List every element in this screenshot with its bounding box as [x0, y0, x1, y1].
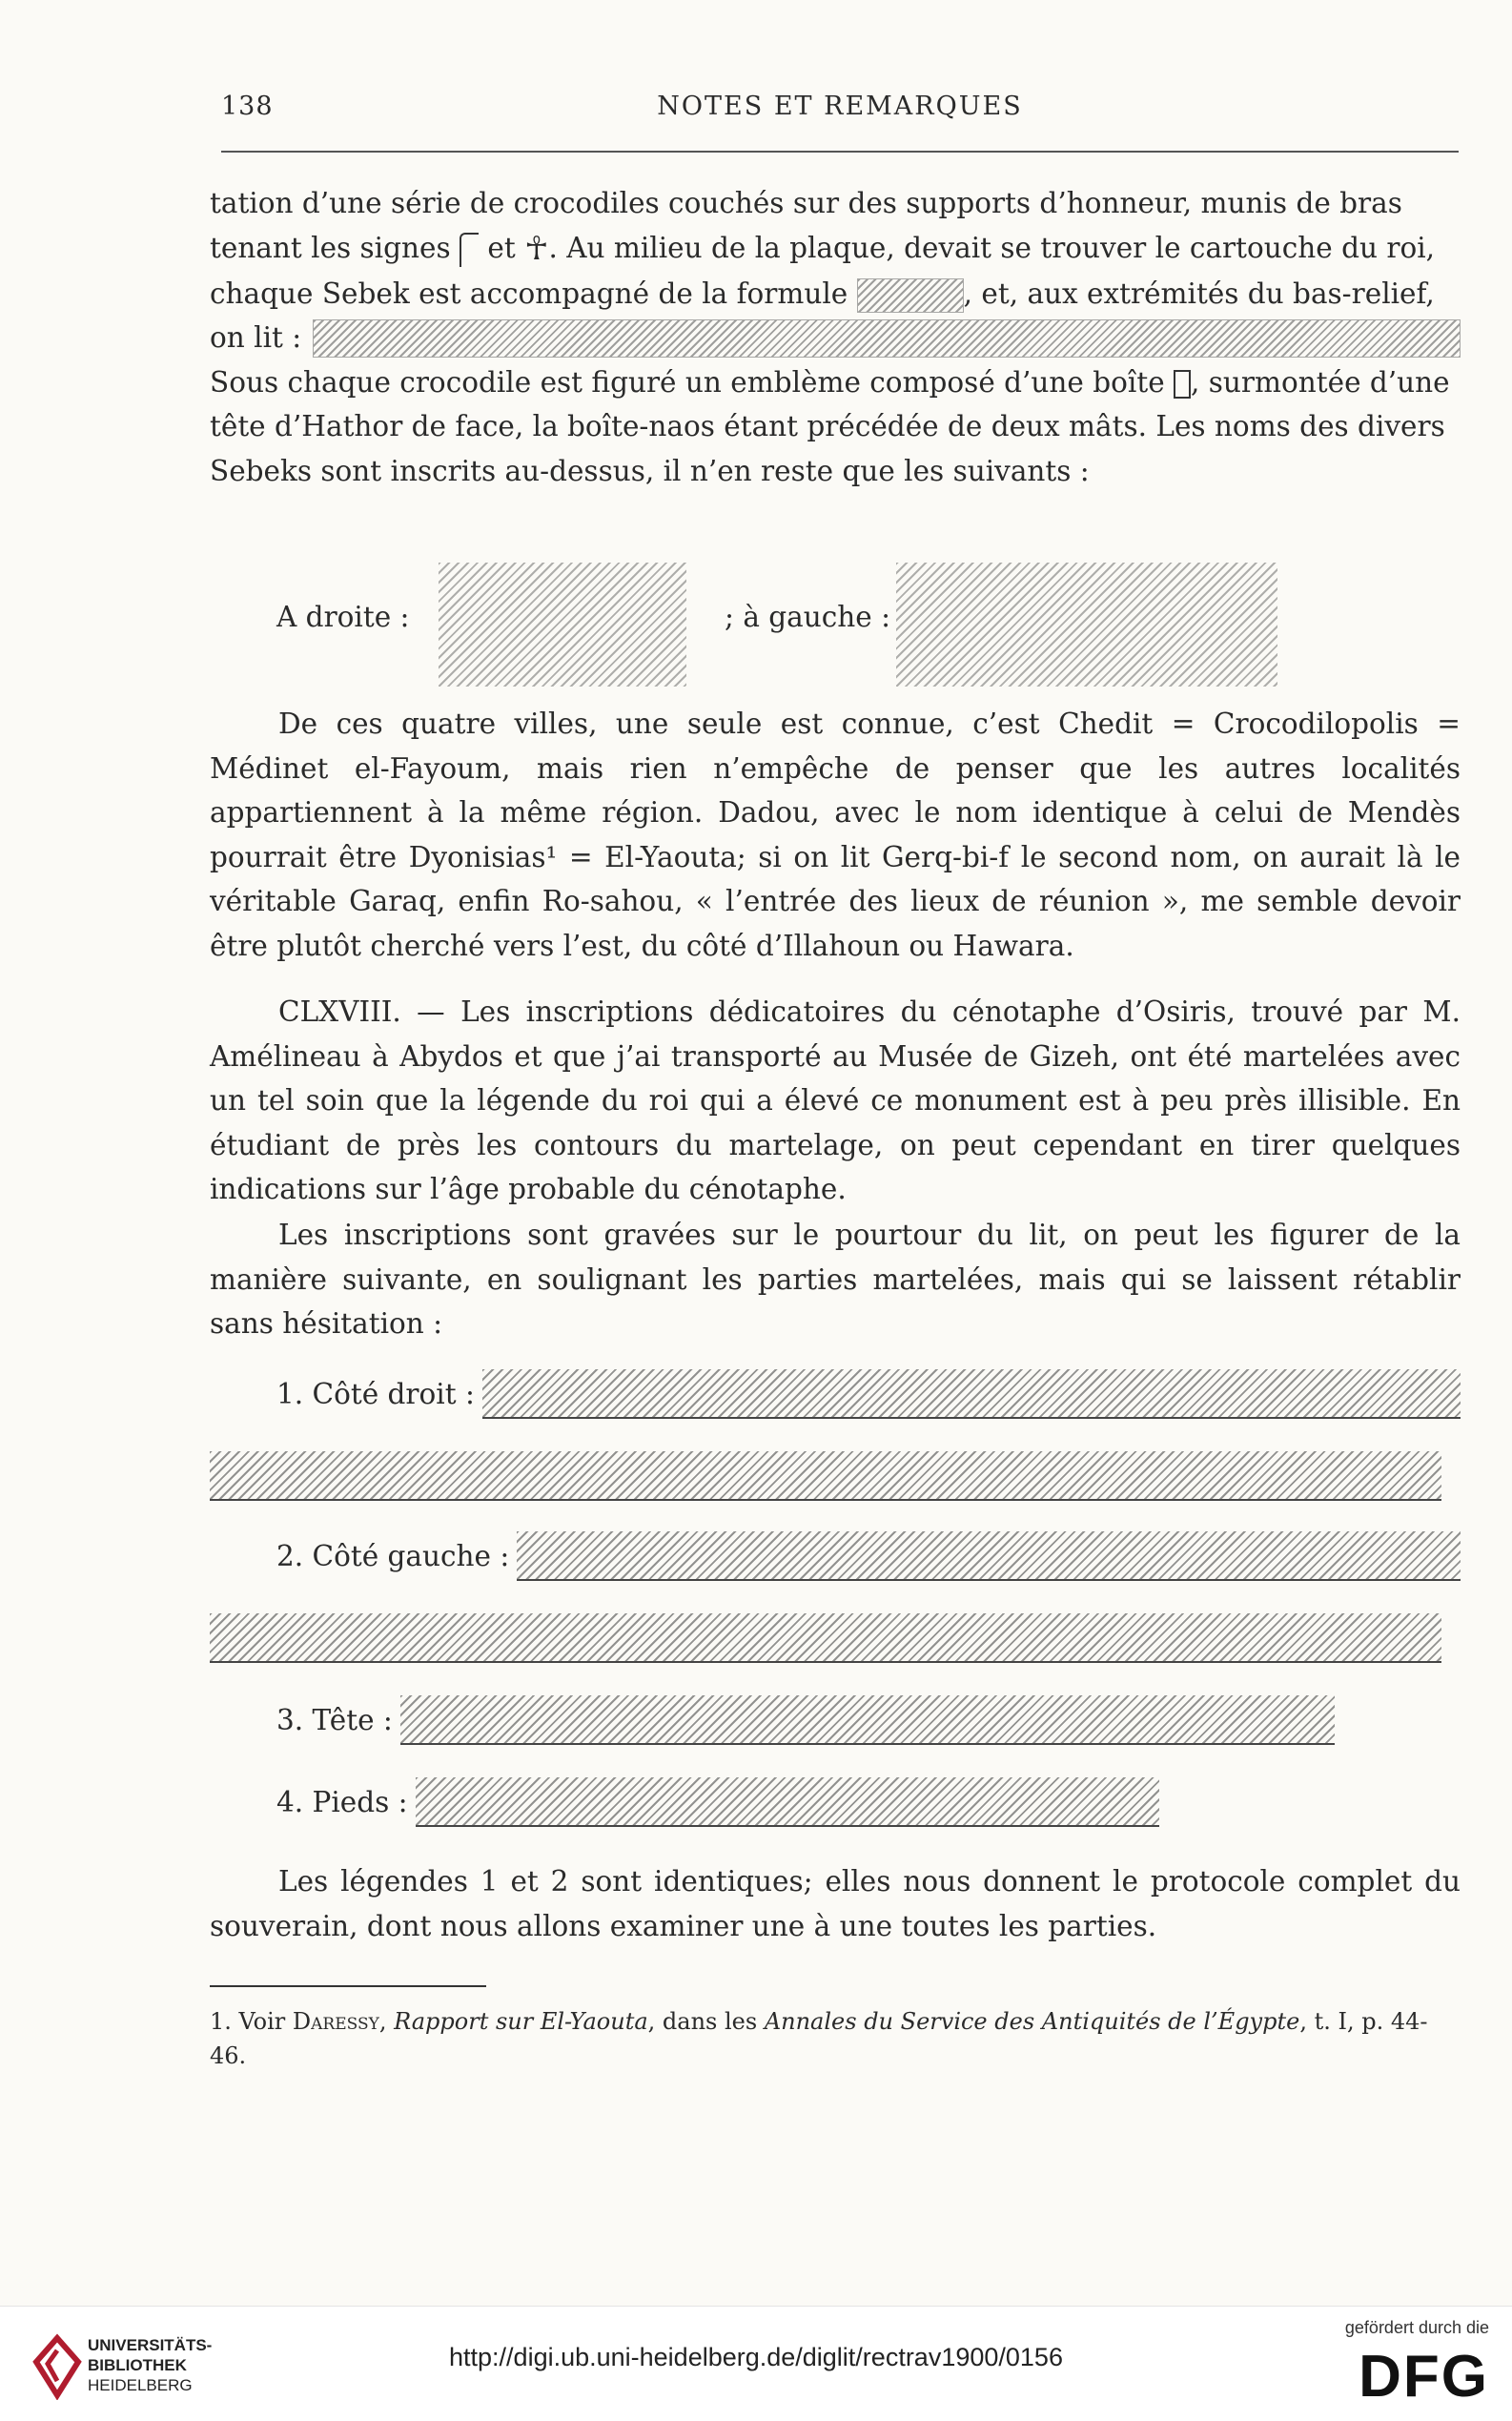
paragraph-legends: Les légendes 1 et 2 sont identiques; elles nous donnent le protocole complet du souverain, dont nous allons examiner une à une toutes les parties. — [210, 1865, 1461, 1942]
ankh-icon: ☥ — [524, 230, 549, 269]
paragraph-clxviii: CLXVIII. — Les inscriptions dédicatoires du cénotaphe d’Osiris, trouvé par M. Amélineau à Abydos et que j’ai transporté au Musée de Gizeh, ont été martelées avec un tel soin que la légende du roi qui a élevé ce monument est à peu près illisible. En étudiant de près les contours du martelage, on peut cependant en tirer quelques indications sur l’âge probable du cénotaphe. — [210, 995, 1461, 1205]
formula-hieroglyph-icon — [857, 278, 964, 313]
city-names-figure — [276, 563, 1325, 687]
text-line: chaque Sebek est accompagné de la formule , et, aux extrémités du bas-relief, — [210, 272, 1461, 317]
inscription-row — [210, 1693, 1461, 1747]
footnote-journal: Annales du Service des Antiquités de l’Égypte — [764, 2008, 1300, 2035]
text-line: Sebeks sont inscrits au-dessus, il n’en reste que les suivants : — [210, 454, 1090, 487]
header-rule — [221, 151, 1459, 153]
inscription-label: 4. Pieds : — [276, 1786, 408, 1818]
footnote-title: Rapport sur El-Yaouta — [394, 2008, 648, 2035]
text-line: tête d’Hathor de face, la boîte-naos étant précédée de deux mâts. Les noms des divers — [210, 410, 1445, 443]
institution-name: UNIVERSITÄTS- BIBLIOTHEK HEIDELBERG — [88, 2336, 213, 2394]
page-number: 138 — [221, 92, 274, 121]
funding-label: gefördert durch die — [1344, 2318, 1489, 2337]
hieroglyph-inscription-icon — [517, 1531, 1461, 1581]
inscription-row — [210, 1775, 1461, 1829]
inscription-label: 2. Côté gauche : — [276, 1540, 510, 1572]
text-line: on lit : — [210, 316, 1461, 360]
label-left: ; à gauche : — [725, 601, 891, 633]
paragraph-inscriptions: Les inscriptions sont gravées sur le pourtour du lit, on peut les figurer de la manière suivante, en soulignant les parties martelées, mais qui se laissent rétablir sans hésitation : — [210, 1219, 1461, 1340]
hieroglyph-inscription-icon — [210, 1451, 1441, 1501]
paragraph-cities: De ces quatre villes, une seule est connue, c’est Chedit = Crocodilopolis = Médinet el-Fayoum, mais rien n’empêche de penser que les autres localités appartiennent à la même région. Dadou, avec le nom identique à celui de Mendès pourrait être Dyonisias¹ = El-Yaouta; si on lit Gerq-bi-f le second nom, on aurait là le véritable Garaq, enfin Ro-sahou, « l’entrée des lieux de réunion », me semble devoir être plutôt cherché vers l’est, du côté d’Illahoun ou Hawara. — [210, 708, 1461, 962]
label-right: A droite : — [276, 601, 410, 633]
text-line: tenant les signes et ☥. Au milieu de la plaque, devait se trouver le cartouche du roi, — [210, 226, 1461, 272]
hieroglyph-text-icon — [313, 319, 1461, 358]
hieroglyph-inscription-icon — [210, 1613, 1441, 1663]
ankh-sign-icon — [460, 233, 479, 267]
hieroglyph-inscription-icon — [416, 1777, 1159, 1827]
hieroglyph-inscription-icon — [482, 1369, 1461, 1419]
dfg-logo: DFG — [1359, 2344, 1489, 2410]
page-header — [221, 88, 1459, 126]
hieroglyph-inscription-icon — [400, 1695, 1335, 1745]
footnote: 1. Voir Daressy, Rapport sur El-Yaouta, dans les Annales du Service des Antiquités de l’Égypte, t. I, p. 44-46. — [210, 2008, 1428, 2069]
inscription-label: 3. Tête : — [276, 1704, 393, 1736]
footnote-author: Daressy — [292, 2008, 379, 2035]
source-url-link[interactable]: http://digi.ub.uni-heidelberg.de/diglit/rectrav1900/0156 — [449, 2343, 1063, 2371]
paragraph-crocodiles — [210, 181, 1461, 493]
box-sign-icon — [1174, 370, 1191, 399]
inscription-row — [210, 1529, 1461, 1583]
running-head: NOTES ET REMARQUES — [657, 92, 1023, 121]
digitization-footer — [0, 2306, 1512, 2421]
inscription-label: 1. Côté droit : — [276, 1378, 475, 1410]
hieroglyph-cities-right-icon — [439, 563, 686, 687]
inscription-row — [210, 1449, 1461, 1503]
inscription-row — [210, 1367, 1461, 1421]
text-line: Sous chaque crocodile est figuré un emblème composé d’une boîte , surmontée d’une — [210, 365, 1450, 399]
text-line: tation d’une série de crocodiles couchés sur des supports d’honneur, munis de bras — [210, 187, 1402, 219]
hieroglyph-cities-left-icon — [896, 563, 1277, 687]
inscription-row — [210, 1611, 1461, 1665]
footnote-rule — [210, 1985, 486, 1987]
